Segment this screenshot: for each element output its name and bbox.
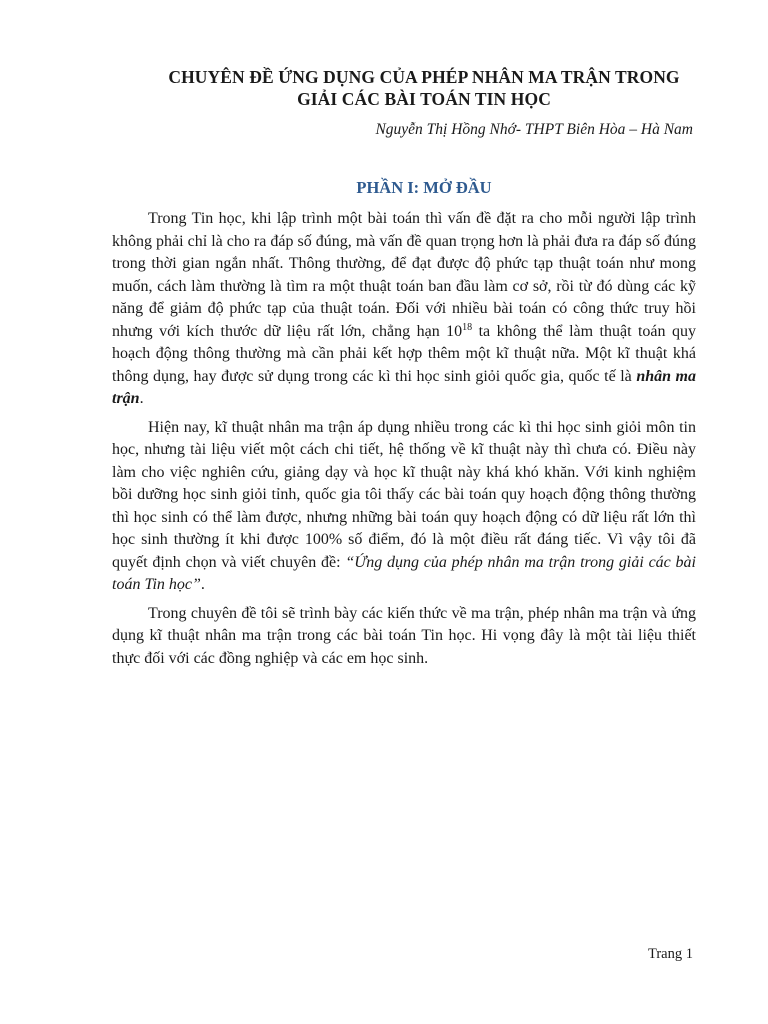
paragraph-1-text-cont: ta không thể làm thuật toán quy hoạch động thông thường mà cần phải kết hợp thêm một kĩ thuật nữa. Một kĩ thuật khá thông dụng, hay được sử dụng trong các kì thi học sinh giỏi quốc gia, quốc tế là — [112, 322, 696, 385]
title-line-1: CHUYÊN ĐỀ ỨNG DỤNG CỦA PHÉP NHÂN MA TRẬN TRONG — [168, 67, 680, 87]
topic-quote: “Ứng dụng của phép nhân ma trận trong giải các bài toán Tin học” — [112, 553, 696, 593]
paragraph-1-end: . — [139, 390, 144, 407]
document-title — [110, 66, 738, 110]
paragraph-1 — [112, 208, 696, 411]
exponent: 18 — [462, 321, 473, 333]
section-heading: PHẦN I: MỞ ĐẦU — [356, 178, 492, 197]
paragraph-2-text: Hiện nay, kĩ thuật nhân ma trận áp dụng nhiều trong các kì thi học sinh giỏi môn tin học, nhưng tài liệu viết một cách chi tiết, hệ thống về kĩ thuật này thì chưa có. Điều này làm cho việc nghiên cứu, giảng dạy và học kĩ thuật này khá khó khăn. Với kinh nghiệm bồi dưỡng học sinh giỏi tỉnh, quốc gia tôi thấy các bài toán quy hoạch động thông thường thì học sinh có thể làm được, nhưng những bài toán quy hoạch động có dữ liệu rất lớn thì học sinh thường ít khi được 100% số điểm, đó là một điều rất đáng tiếc. Vì vậy tôi đã quyết định chọn và viết chuyên đề: — [112, 418, 696, 571]
paragraph-2-end: . — [200, 576, 205, 593]
title-line-2: GIẢI CÁC BÀI TOÁN TIN HỌC — [297, 89, 551, 109]
author-line: Nguyễn Thị Hồng Nhớ- THPT Biên Hòa – Hà Nam — [375, 121, 693, 138]
page-number: Trang 1 — [648, 946, 693, 962]
document-body — [112, 208, 696, 676]
emphasis-term: nhân ma trận — [112, 367, 696, 407]
paragraph-1-text: Trong Tin học, khi lập trình một bài toán thì vấn đề đặt ra cho mỗi người lập trình không phải chỉ là cho ra đáp số đúng, mà vấn đề quan trọng hơn là phải đưa ra đáp số đúng trong thời gian ngắn nhất. Thông thường, để đạt được độ phức tạp thuật toán như mong muốn, cách làm thường là tìm ra một thuật toán ban đầu làm cơ sở, rồi từ đó dùng các kỹ năng để giảm độ phức tạp của thuật toán. Đối với nhiều bài toán có công thức truy hồi nhưng với kích thước dữ liệu rất lớn, chẳng hạn 10 — [112, 210, 696, 340]
paragraph-3: Trong chuyên đề tôi sẽ trình bày các kiến thức về ma trận, phép nhân ma trận và ứng dụng kĩ thuật nhân ma trận trong các bài toán Tin học. Hi vọng đây là một tài liệu thiết thực đối với các đồng nghiệp và các em học sinh. — [112, 604, 696, 667]
paragraph-2 — [112, 417, 696, 597]
